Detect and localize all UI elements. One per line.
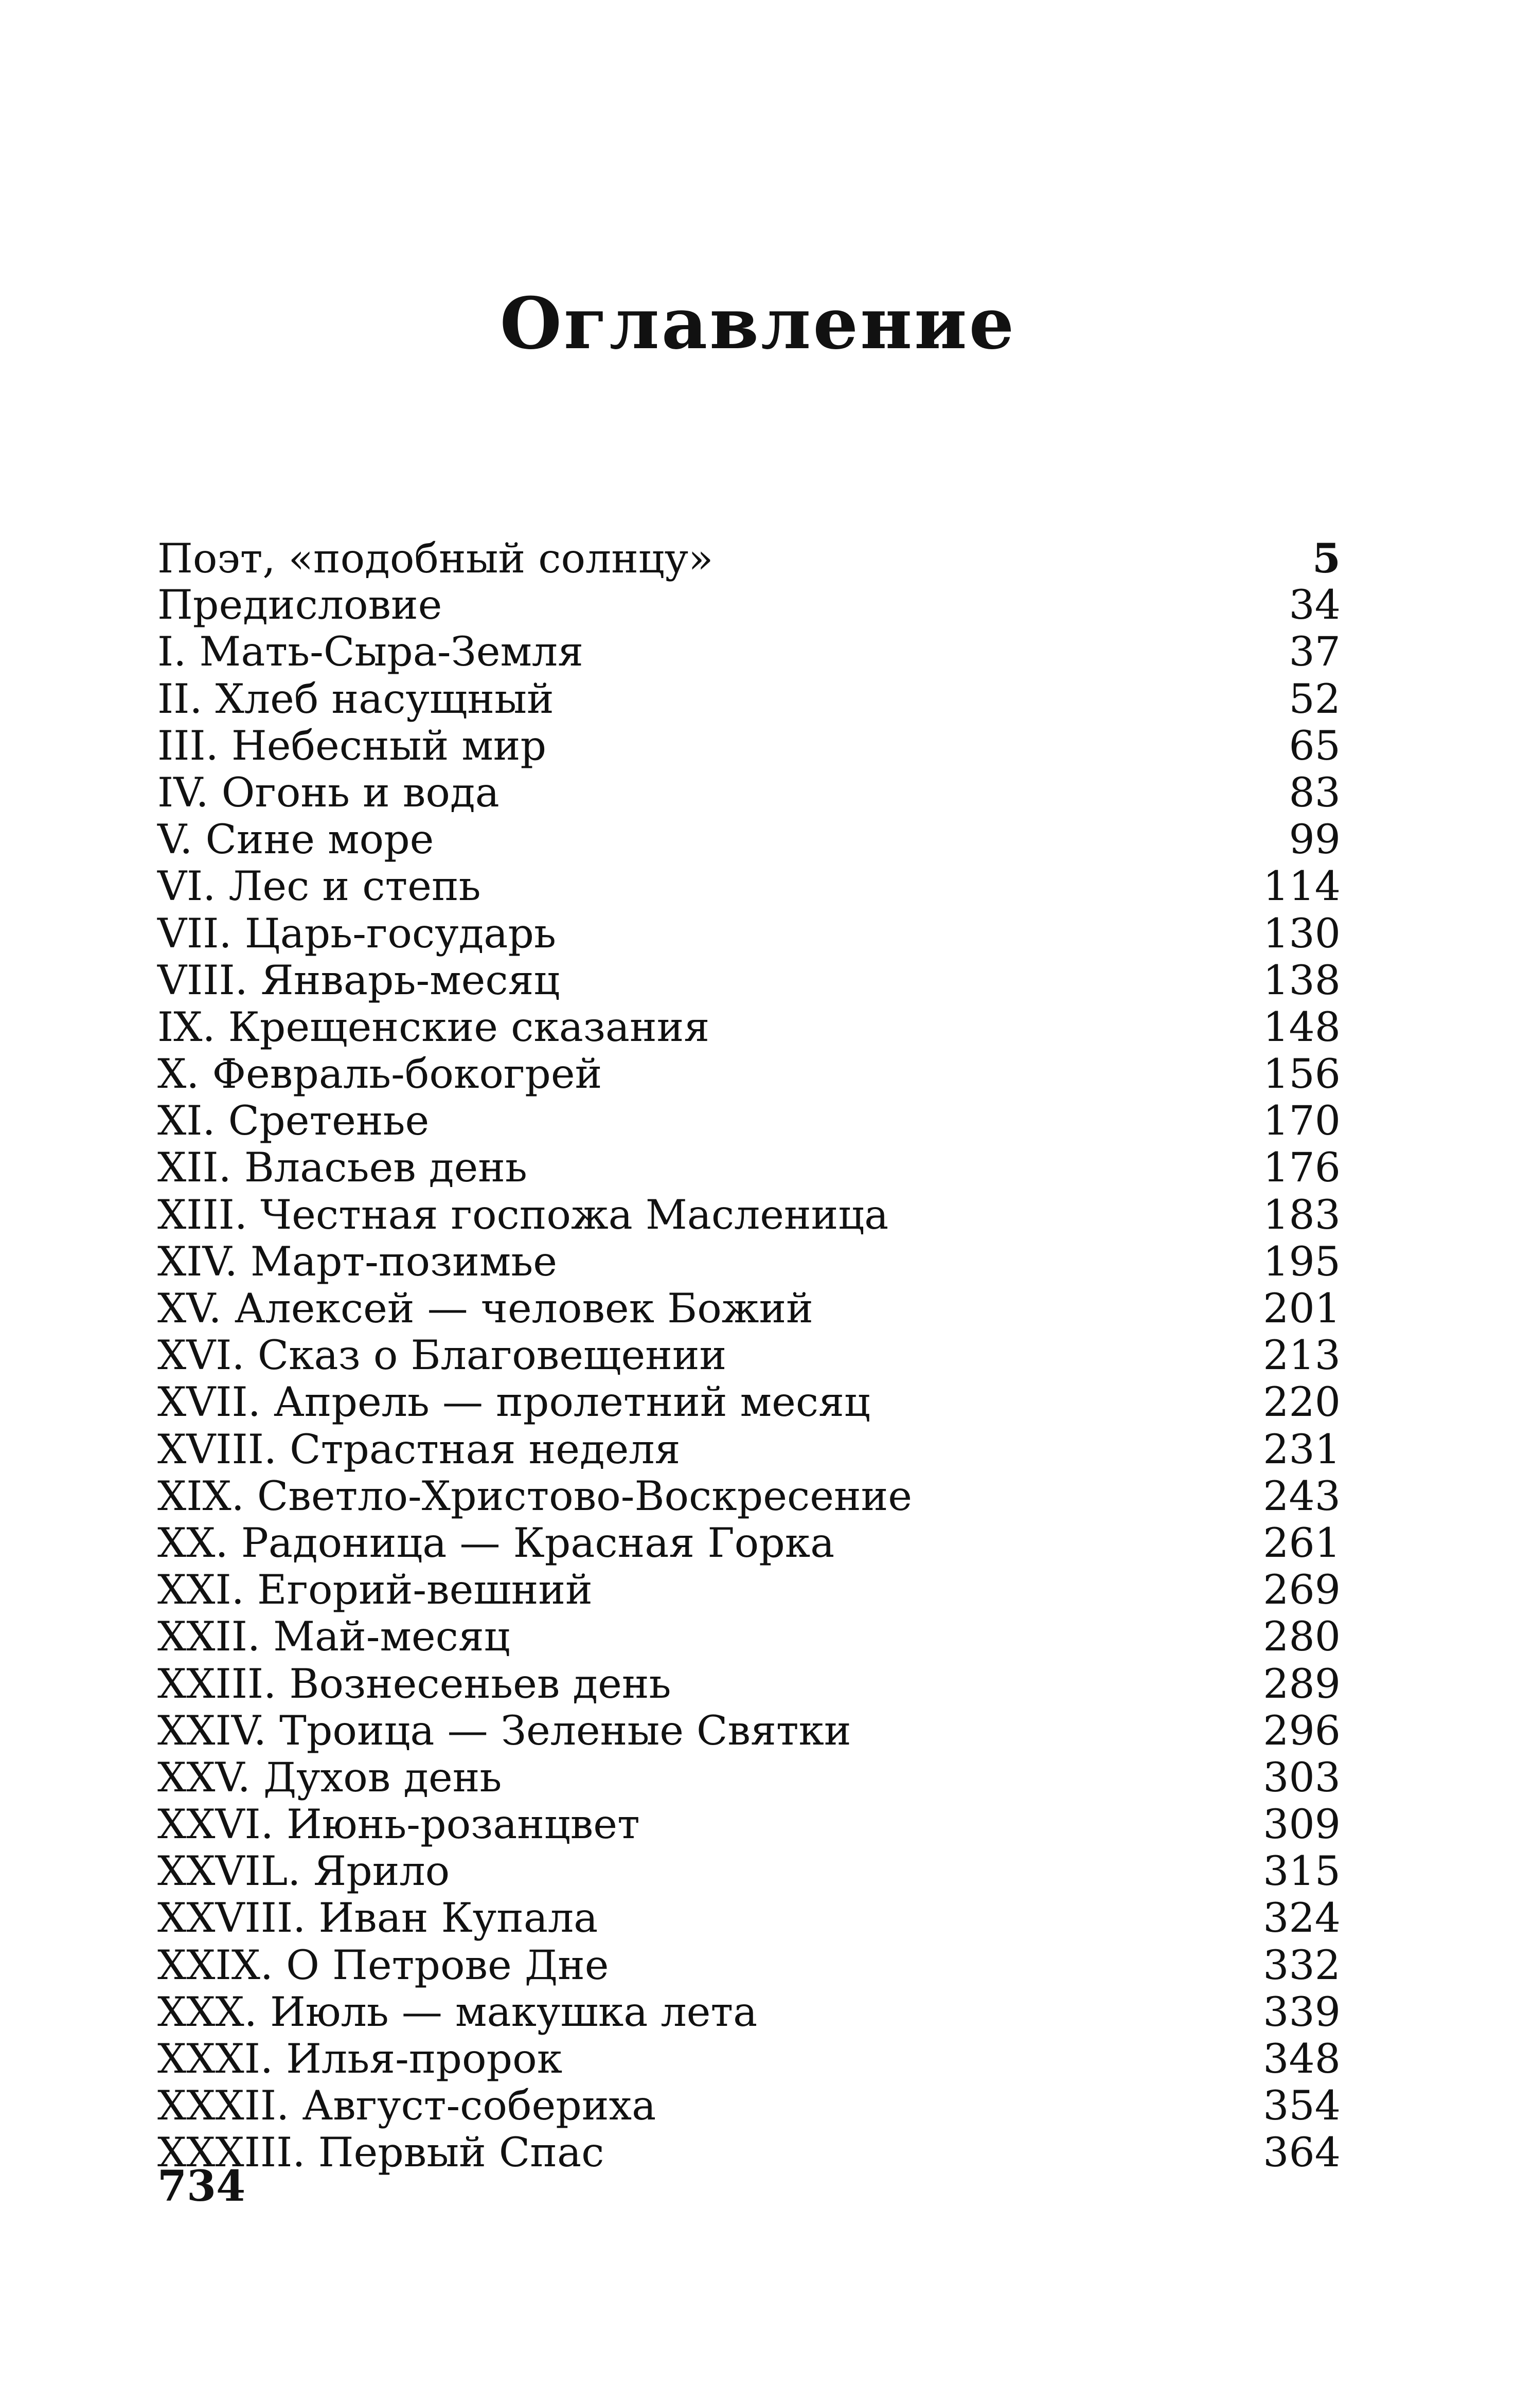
toc-entry-page: 170 — [1263, 1097, 1341, 1145]
toc-entry-title: X. Февраль-бокогрей — [157, 1050, 602, 1098]
toc-entry — [157, 1238, 1341, 1285]
toc-entry-title: IX. Крещенские сказания — [157, 1003, 710, 1051]
toc-entry — [157, 1144, 1341, 1191]
toc-entry-page: 195 — [1263, 1237, 1341, 1285]
toc-entry — [157, 1285, 1341, 1332]
toc-entry-title: XVI. Сказ о Благовещении — [157, 1332, 727, 1379]
toc-entry-page: 309 — [1263, 1801, 1341, 1848]
toc-entry-title: XIX. Светло-Христово-Воскресение — [157, 1472, 913, 1520]
toc-entry-title: XXVIL. Ярило — [157, 1847, 450, 1895]
toc-entry-title: XXIX. О Петрове Дне — [157, 1941, 609, 1989]
toc-entry — [157, 1051, 1341, 1098]
toc-entry-page: 324 — [1263, 1894, 1341, 1942]
page-number: 734 — [157, 2162, 246, 2211]
toc-entry-page: 183 — [1263, 1191, 1341, 1238]
toc-entry-title: XXI. Егорий-вешний — [157, 1566, 593, 1614]
toc-entry-title: I. Мать-Сыра-Земля — [157, 628, 583, 676]
toc-entry-page: 130 — [1263, 909, 1341, 957]
toc-entry — [157, 2036, 1341, 2082]
toc-entry — [157, 769, 1341, 816]
toc-entry — [157, 1520, 1341, 1567]
toc-entry-page: 138 — [1263, 956, 1341, 1004]
toc-entry-page: 34 — [1289, 581, 1341, 629]
toc-entry-page: 296 — [1263, 1706, 1341, 1754]
page-title: Оглавление — [500, 281, 1016, 365]
toc-entry-page: 220 — [1263, 1378, 1341, 1426]
toc-entry-page: 354 — [1263, 2082, 1341, 2130]
toc-entry-page: 83 — [1289, 768, 1341, 816]
toc-entry-title: V. Сине море — [157, 816, 434, 864]
toc-entry — [157, 582, 1341, 628]
toc-entry — [157, 723, 1341, 769]
toc-entry-title: XXXI. Илья-пророк — [157, 2035, 563, 2082]
toc-entry-page: 261 — [1263, 1519, 1341, 1567]
toc-entry-page: 280 — [1263, 1613, 1341, 1661]
toc-entry-title: XXVIII. Иван Купала — [157, 1894, 598, 1942]
toc-entry-page: 114 — [1263, 862, 1341, 910]
toc-entry-page: 348 — [1263, 2035, 1341, 2082]
toc-entry-title: VI. Лес и степь — [157, 862, 481, 910]
toc-entry-page: 332 — [1263, 1941, 1341, 1989]
toc-entry-page: 201 — [1263, 1285, 1341, 1332]
toc-entry-page: 65 — [1289, 722, 1341, 769]
toc-entry-title: III. Небесный мир — [157, 722, 547, 769]
toc-entry-page: 213 — [1263, 1332, 1341, 1379]
toc-entry — [157, 1754, 1341, 1801]
toc-entry-title: VIII. Январь-месяц — [157, 956, 560, 1004]
toc-entry — [157, 1098, 1341, 1144]
toc-entry-page: 99 — [1289, 816, 1341, 864]
toc-entry — [157, 910, 1341, 957]
toc-entry-title: XXX. Июль — макушка лета — [157, 1988, 758, 2036]
toc-entry-title: XXIV. Троица — Зеленые Святки — [157, 1706, 851, 1754]
toc-entry — [157, 676, 1341, 723]
toc-entry-title: VII. Царь-государь — [157, 909, 556, 957]
toc-entry-page: 148 — [1263, 1003, 1341, 1051]
toc-entry-page: 339 — [1263, 1988, 1341, 2036]
toc-entry — [157, 535, 1341, 582]
toc-entry-title: XVIII. Страстная неделя — [157, 1425, 681, 1473]
toc-entry — [157, 1801, 1341, 1848]
toc-entry-title: Поэт, «подобный солнцу» — [157, 535, 714, 582]
toc-entry-page: 269 — [1263, 1566, 1341, 1614]
toc-entry-page: 176 — [1263, 1144, 1341, 1192]
toc-entry — [157, 1379, 1341, 1426]
toc-entry — [157, 1004, 1341, 1051]
toc-entry-title: XXVI. Июнь-розанцвет — [157, 1801, 640, 1848]
toc-entry — [157, 1708, 1341, 1754]
toc-entry-title: XIII. Честная госпожа Масленица — [157, 1191, 889, 1238]
toc-entry-title: XII. Власьев день — [157, 1144, 527, 1192]
toc-entry-title: II. Хлеб насущный — [157, 675, 554, 723]
toc-entry-title: XXV. Духов день — [157, 1753, 502, 1801]
toc-entry — [157, 1895, 1341, 1942]
toc-entry — [157, 1426, 1341, 1473]
toc-entry — [157, 1989, 1341, 2036]
toc-entry-page: 156 — [1263, 1050, 1341, 1098]
toc-entry-title: XV. Алексей — человек Божий — [157, 1285, 813, 1332]
toc-entry-title: XXXIII. Первый Спас — [157, 2129, 604, 2177]
toc-entry — [157, 628, 1341, 675]
toc-entry-page: 364 — [1263, 2129, 1341, 2177]
toc-entry — [157, 1848, 1341, 1895]
toc-entry — [157, 2082, 1341, 2129]
toc-entry-title: XXIII. Вознесеньев день — [157, 1660, 671, 1708]
toc-entry-title: XXXII. Август-собериха — [157, 2082, 656, 2130]
toc-entry — [157, 957, 1341, 1004]
table-of-contents — [157, 535, 1341, 2177]
toc-entry — [157, 816, 1341, 863]
toc-entry — [157, 2129, 1341, 2176]
toc-entry-title: XIV. Март-позимье — [157, 1237, 558, 1285]
toc-entry — [157, 1942, 1341, 1989]
toc-entry-page: 303 — [1263, 1753, 1341, 1801]
toc-entry-title: Предисловие — [157, 581, 442, 629]
toc-entry-title: IV. Огонь и вода — [157, 768, 500, 816]
toc-entry-page: 243 — [1263, 1472, 1341, 1520]
toc-entry-page: 289 — [1263, 1660, 1341, 1708]
toc-entry-title: XX. Радоница — Красная Горка — [157, 1519, 835, 1567]
toc-entry-page: 52 — [1289, 675, 1341, 723]
toc-entry — [157, 1567, 1341, 1613]
toc-entry-title: XVII. Апрель — пролетний месяц — [157, 1378, 870, 1426]
toc-entry — [157, 1332, 1341, 1379]
toc-entry-page: 37 — [1289, 628, 1341, 676]
toc-entry — [157, 1613, 1341, 1660]
toc-entry — [157, 1661, 1341, 1708]
toc-entry-title: XXII. Май-месяц — [157, 1613, 510, 1661]
toc-entry — [157, 1473, 1341, 1520]
toc-entry — [157, 1192, 1341, 1238]
toc-entry-page: 315 — [1263, 1847, 1341, 1895]
toc-entry-title: XI. Сретенье — [157, 1097, 430, 1145]
toc-entry-page: 5 — [1312, 534, 1341, 582]
toc-entry — [157, 863, 1341, 910]
toc-entry-page: 231 — [1263, 1425, 1341, 1473]
